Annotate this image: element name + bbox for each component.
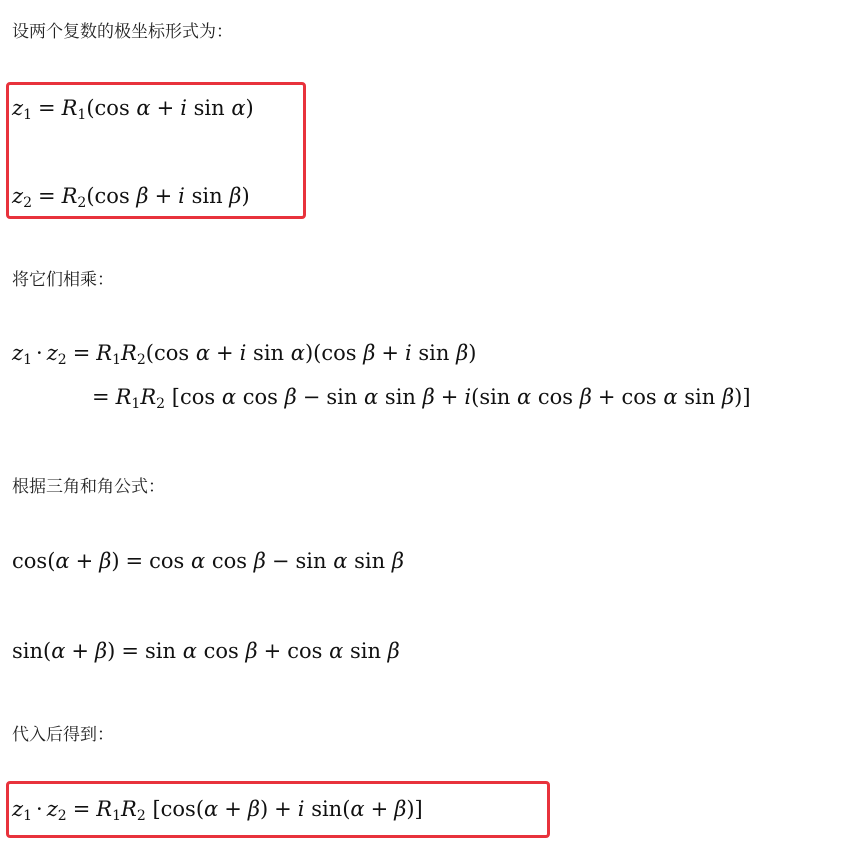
equation-result: $z_1 \cdot z_2 = R_1R_2$ [cos(α + β) + i sin(α + β)] (12, 797, 423, 824)
multiply-text: 将它们相乘： (12, 270, 114, 290)
intro-text: 设两个复数的极坐标形式为： (12, 22, 233, 42)
substitute-text: 代入后得到： (12, 725, 114, 745)
equation-z2: $z_2 = R_2(\cos$ β + i sin β) (12, 184, 250, 211)
equation-product-line2: = $R_1R_2$ [cos α cos β − sin α sin β + i(sin α cos β + cos α sin β)] (92, 385, 751, 412)
equation-cos-sum: cos(α + β) = cos α cos β − sin α sin β (12, 549, 404, 573)
identities-text: 根据三角和角公式： (12, 477, 165, 497)
equation-product-line1: $z_1 \cdot z_2 = R_1R_2(\cos$ α + i sin α)(cos β + i sin β) (12, 341, 477, 368)
equation-z1: $z_1 = R_1(\cos$ α + i sin α) (12, 96, 254, 123)
equation-sin-sum: sin(α + β) = sin α cos β + cos α sin β (12, 639, 400, 663)
